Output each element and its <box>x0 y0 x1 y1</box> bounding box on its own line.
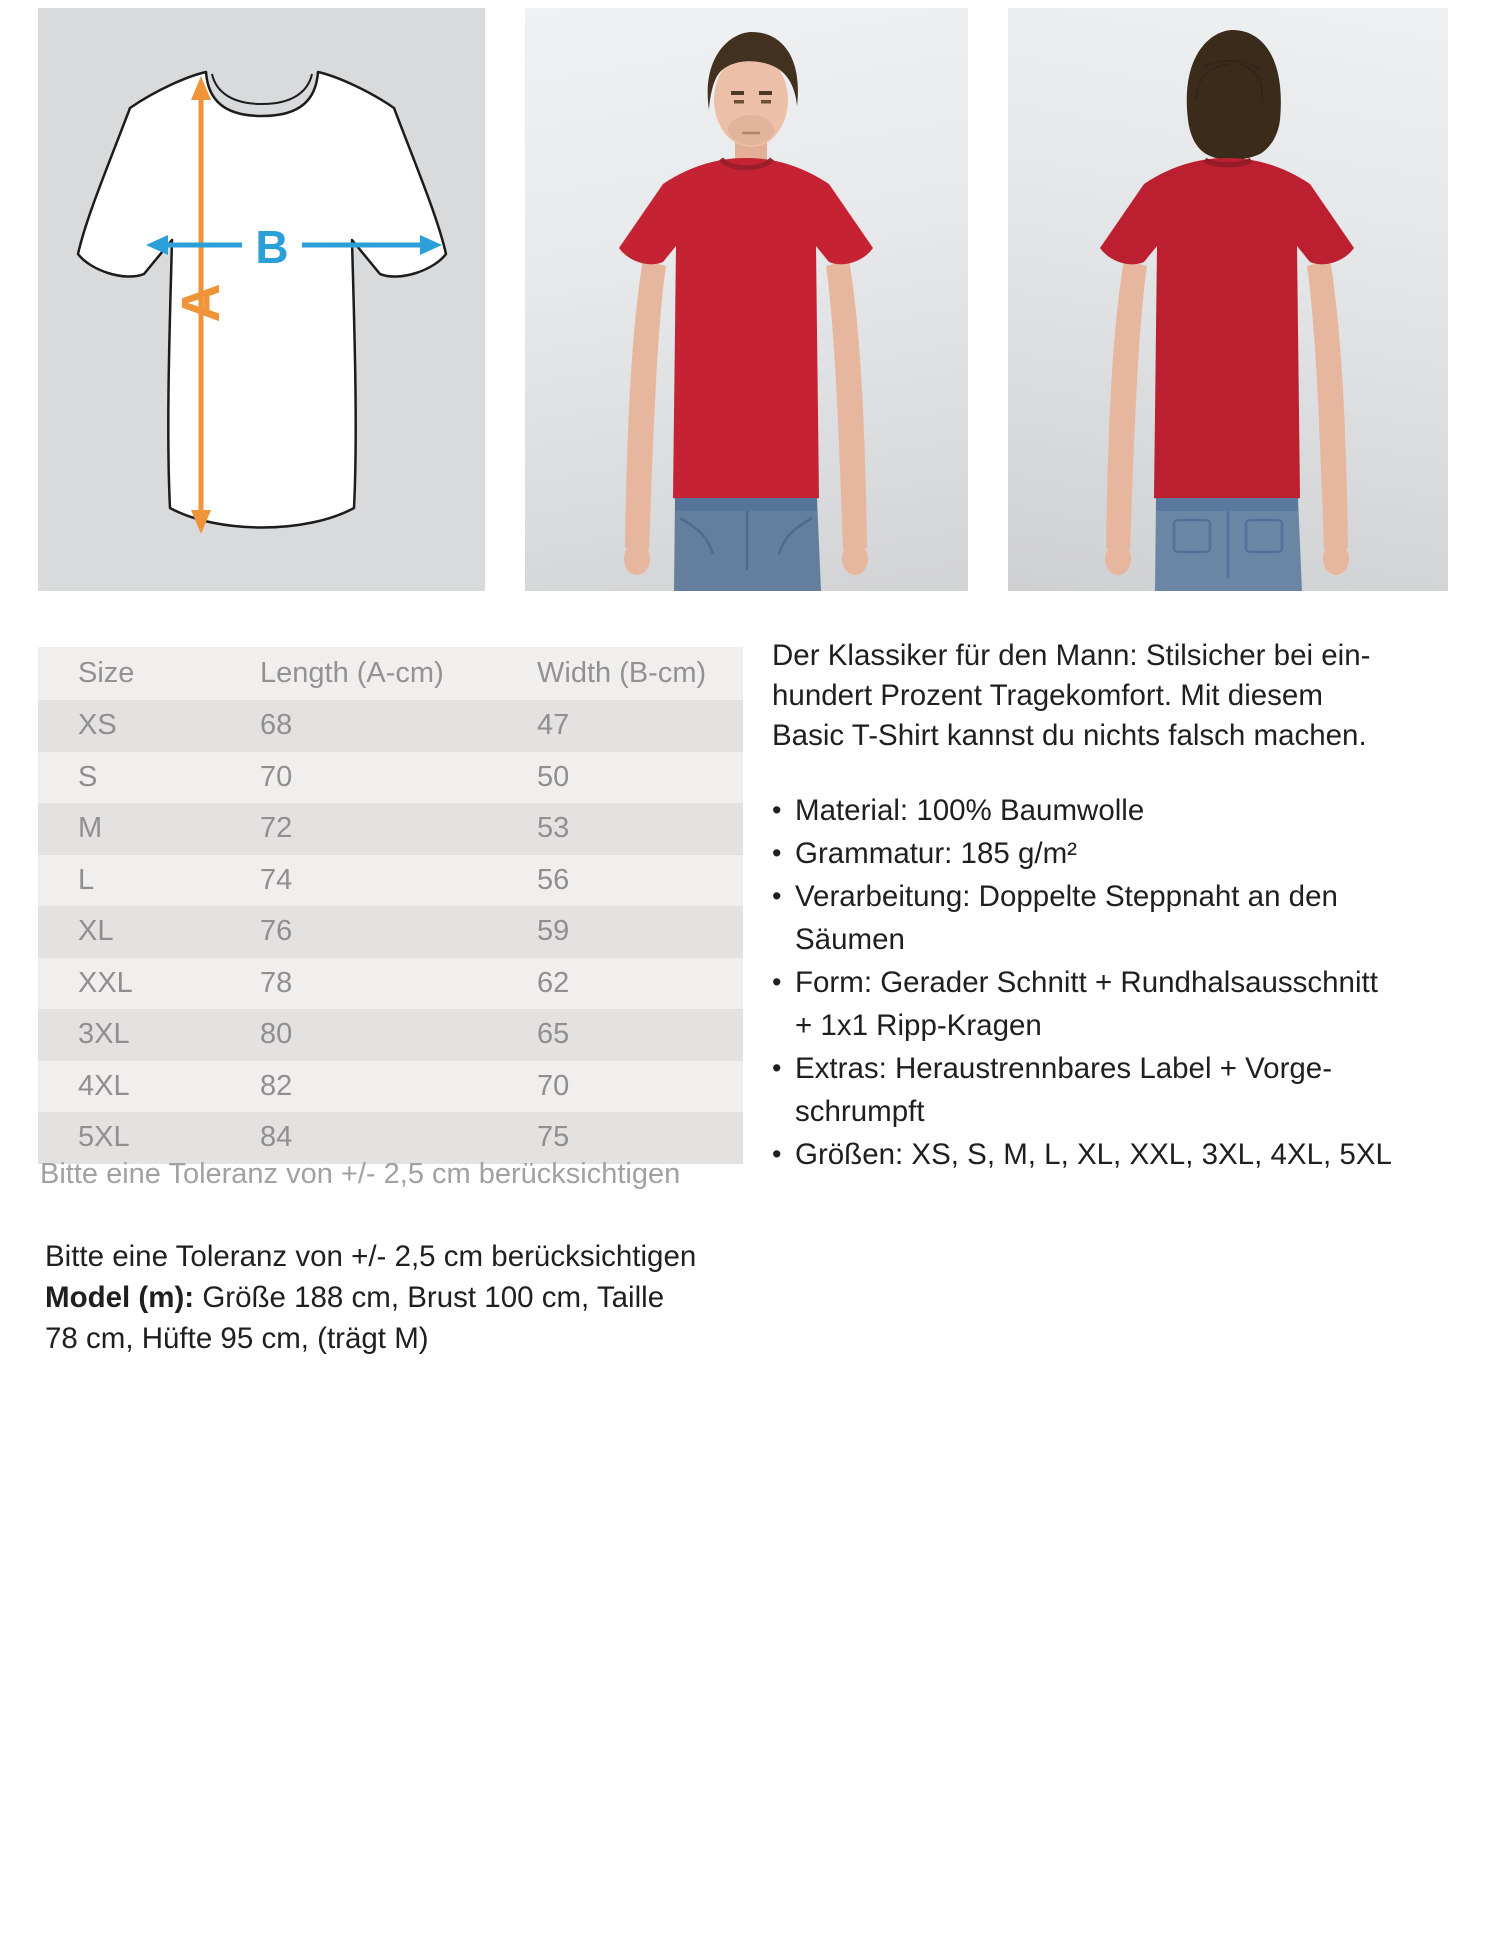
feature-item-extras: • Extras: Heraustrennbares Label + Vorge- schrumpft <box>772 1047 1488 1133</box>
model-label: Model (m): <box>45 1281 195 1314</box>
tshirt-measurement-diagram <box>38 8 485 591</box>
header-length: Length (A-cm) <box>260 657 444 689</box>
measurement-notes <box>45 1236 697 1359</box>
cell-width: 53 <box>537 812 570 844</box>
clipped-row-artifact: Bitte eine Toleranz von +/- 2,5 cm berücksichtigen <box>40 1158 681 1190</box>
cell-size: L <box>78 863 95 896</box>
cell-length: 74 <box>260 863 293 896</box>
cell-width: 50 <box>537 760 570 793</box>
cell-size: XXL <box>78 966 133 999</box>
label-a: A <box>171 283 231 323</box>
table-row <box>38 1061 743 1113</box>
model-front-illustration <box>525 8 968 591</box>
intro-line: Basic T-Shirt kannst du nichts falsch machen. <box>772 719 1367 752</box>
model-back-illustration <box>1008 8 1448 591</box>
label-b: B <box>255 221 289 273</box>
bullet-icon: • <box>772 795 782 825</box>
cell-size: 3XL <box>78 1018 130 1050</box>
table-row <box>38 803 743 855</box>
cell-length: 76 <box>260 915 293 947</box>
intro-line: hundert Prozent Tragekomfort. Mit diesem <box>772 679 1323 712</box>
description-intro <box>772 636 1488 756</box>
cell-length: 70 <box>260 760 293 793</box>
cell-width: 59 <box>537 915 570 947</box>
cell-length: 68 <box>260 709 293 741</box>
feature-item-material: • Material: 100% Baumwolle <box>772 789 1488 832</box>
size-diagram-image[interactable] <box>38 8 485 591</box>
product-description <box>772 636 1488 1176</box>
table-row <box>38 752 743 804</box>
tolerance-note: Bitte eine Toleranz von +/- 2,5 cm berücksichtigen <box>45 1240 697 1273</box>
cell-size: XL <box>78 915 114 947</box>
model-text-1: Größe 188 cm, Brust 100 cm, Taille <box>194 1281 665 1314</box>
bullet-icon: • <box>772 1139 782 1169</box>
bullet-icon: • <box>772 881 782 911</box>
model-info-line2: 78 cm, Hüfte 95 cm, (trägt M) <box>45 1322 429 1355</box>
table-row <box>38 700 743 752</box>
cell-width: 70 <box>537 1069 570 1102</box>
feature-item-grammatur: • Grammatur: 185 g/m² <box>772 832 1488 875</box>
model-info-line1 <box>45 1277 665 1318</box>
cell-size: S <box>78 760 98 793</box>
model-back-photo[interactable] <box>1008 8 1448 591</box>
feature-item-form: • Form: Gerader Schnitt + Rundhalsausschnitt + 1x1 Ripp-Kragen <box>772 961 1488 1047</box>
bullet-icon: • <box>772 1053 782 1083</box>
cell-length: 82 <box>260 1069 293 1102</box>
cell-length: 72 <box>260 812 293 844</box>
model-front-photo[interactable] <box>525 8 968 591</box>
table-row <box>38 1112 743 1164</box>
bullet-icon: • <box>772 967 782 997</box>
cell-length: 78 <box>260 966 293 999</box>
size-table <box>38 647 743 1164</box>
feature-item-groessen: • Größen: XS, S, M, L, XL, XXL, 3XL, 4XL, 5XL <box>772 1133 1488 1176</box>
table-row <box>38 958 743 1010</box>
header-size: Size <box>78 657 135 689</box>
feature-list <box>772 789 1488 1176</box>
cell-size: 4XL <box>78 1069 130 1102</box>
table-row <box>38 855 743 907</box>
cell-size: M <box>78 812 103 844</box>
cell-width: 62 <box>537 966 570 999</box>
cell-length: 84 <box>260 1121 293 1153</box>
cell-length: 80 <box>260 1018 293 1050</box>
cell-width: 65 <box>537 1018 570 1050</box>
feature-item-verarbeitung: • Verarbeitung: Doppelte Steppnaht an den Säumen <box>772 875 1488 961</box>
size-table-header <box>38 647 743 700</box>
bullet-icon: • <box>772 838 782 868</box>
cell-size: XS <box>78 709 117 741</box>
hair-back <box>1187 30 1281 160</box>
intro-line: Der Klassiker für den Mann: Stilsicher bei ein- <box>772 639 1371 672</box>
table-row <box>38 906 743 958</box>
cell-width: 56 <box>537 863 570 896</box>
cell-width: 75 <box>537 1121 570 1153</box>
table-row <box>38 1009 743 1061</box>
cell-size: 5XL <box>78 1121 130 1153</box>
cell-width: 47 <box>537 709 570 741</box>
header-width: Width (B-cm) <box>537 657 707 689</box>
